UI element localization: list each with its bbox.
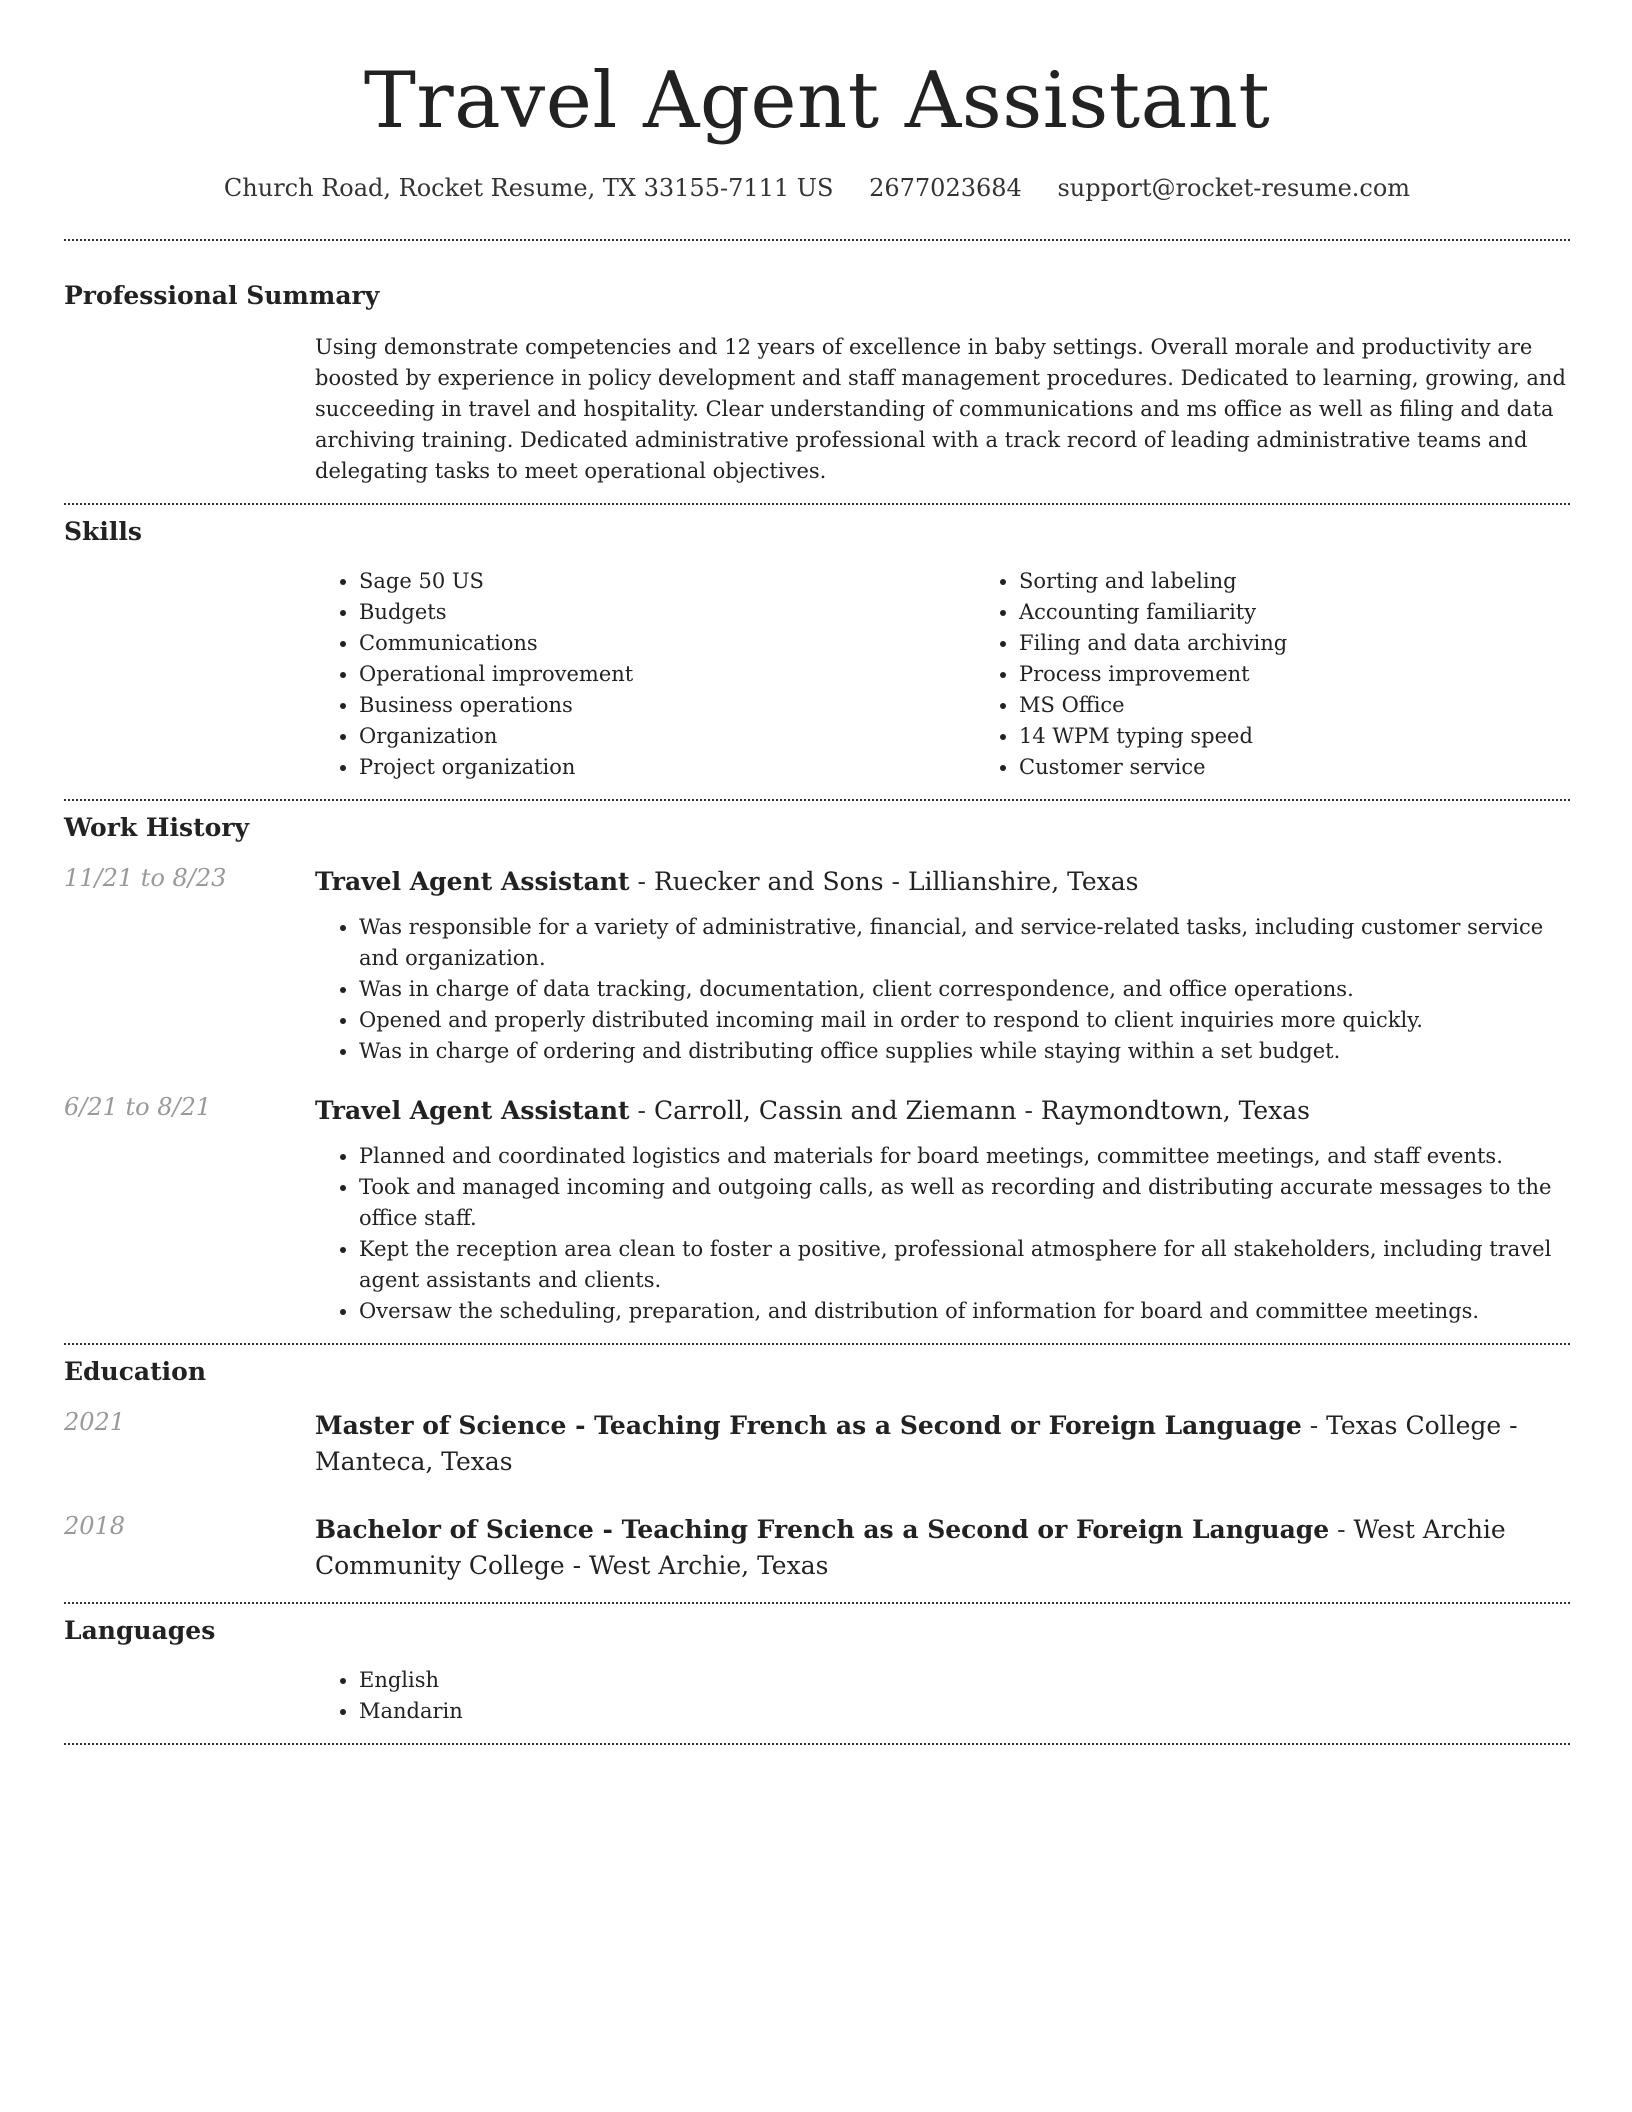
list-item: • Communications (359, 628, 975, 659)
skills-list-right (975, 566, 1632, 783)
education-year: 2018 (64, 1512, 126, 1540)
divider (64, 239, 1570, 241)
education-school: West Archie Community College - West Archie, Texas (315, 1515, 1506, 1580)
list-item: • Process improvement (1019, 659, 1632, 690)
languages-title: Languages (64, 1616, 216, 1645)
list-item: • Mandarin (359, 1696, 1570, 1727)
list-item: • Operational improvement (359, 659, 975, 690)
list-item: • Oversaw the scheduling, preparation, and distribution of information for board and committee meetings. (359, 1296, 1570, 1327)
divider (64, 1602, 1570, 1604)
job-bullets (315, 1141, 1570, 1327)
divider (64, 1743, 1570, 1745)
job-body (315, 1093, 1570, 1327)
contact-line (64, 174, 1570, 202)
job-date: 11/21 to 8/23 (64, 864, 227, 892)
list-item: • Was in charge of data tracking, documentation, client correspondence, and office operations. (359, 974, 1570, 1005)
skills-title: Skills (64, 517, 142, 546)
education-entry (64, 1512, 1570, 1584)
list-item: • Sorting and labeling (1019, 566, 1632, 597)
list-item: • Project organization (359, 752, 975, 783)
education-heading: Bachelor of Science - Teaching French as a Second or Foreign Language - West Archie Community College - West Archie, Texas (315, 1515, 1506, 1580)
skills-columns (315, 566, 1570, 783)
job-company: Ruecker and Sons (653, 867, 884, 896)
job-entry (64, 864, 1570, 1067)
education-school: Texas College - Manteca, Texas (315, 1411, 1518, 1476)
job-role: Travel Agent Assistant (315, 1096, 630, 1125)
contact-email: support@rocket-resume.com (1057, 174, 1411, 202)
resume-page (64, 0, 1570, 1745)
education-degree: Bachelor of Science - Teaching French as a Second or Foreign Language (315, 1515, 1330, 1544)
work-section (64, 813, 1570, 1327)
candidate-name: Travel Agent Assistant (363, 56, 1271, 146)
contact-phone: 2677023684 (869, 174, 1022, 202)
divider (64, 799, 1570, 801)
job-location: Lillianshire, Texas (907, 867, 1139, 896)
contact-address: Church Road, Rocket Resume, TX 33155-7111 US (223, 174, 834, 202)
job-entry (64, 1093, 1570, 1327)
education-year: 2021 (64, 1408, 126, 1436)
job-company: Carroll, Cassin and Ziemann (653, 1096, 1017, 1125)
education-title: Education (64, 1357, 207, 1386)
job-date: 6/21 to 8/21 (64, 1093, 212, 1121)
list-item: • Customer service (1019, 752, 1632, 783)
list-item: • Organization (359, 721, 975, 752)
divider (64, 1343, 1570, 1345)
job-heading: Travel Agent Assistant - Ruecker and Sons - Lillianshire, Texas (315, 867, 1139, 896)
job-heading: Travel Agent Assistant - Carroll, Cassin and Ziemann - Raymondtown, Texas (315, 1096, 1310, 1125)
job-role: Travel Agent Assistant (315, 867, 630, 896)
education-entry (64, 1408, 1570, 1480)
education-section (64, 1357, 1570, 1584)
list-item: • Accounting familiarity (1019, 597, 1632, 628)
languages-list (315, 1665, 1570, 1727)
job-bullets (315, 912, 1570, 1067)
list-item: • Took and managed incoming and outgoing calls, as well as recording and distributing accurate messages to the office staff. (359, 1172, 1570, 1234)
list-item: • Was in charge of ordering and distributing office supplies while staying within a set budget. (359, 1036, 1570, 1067)
list-item: • Sage 50 US (359, 566, 975, 597)
list-item: • English (359, 1665, 1570, 1696)
skills-list-left (315, 566, 975, 783)
list-item: • MS Office (1019, 690, 1632, 721)
summary-title: Professional Summary (64, 281, 380, 310)
job-location: Raymondtown, Texas (1040, 1096, 1310, 1125)
list-item: • Planned and coordinated logistics and materials for board meetings, committee meetings, and staff events. (359, 1141, 1570, 1172)
summary-text: Using demonstrate competencies and 12 years of excellence in baby settings. Overall morale and productivity are boosted by experience in policy development and staff management procedures. Dedicated to learning, growing, and succeeding in travel and hospitality. Clear understanding of communications and ms office as well as filing and data archiving training. Dedicated administrative professional with a track record of leading administrative teams and delegating tasks to meet operational objectives. (315, 335, 1566, 483)
languages-section (64, 1616, 1570, 1727)
list-item: • Kept the reception area clean to foster a positive, professional atmosphere for all stakeholders, including travel agent assistants and clients. (359, 1234, 1570, 1296)
list-item: • Budgets (359, 597, 975, 628)
skills-section (64, 517, 1570, 783)
list-item: • Business operations (359, 690, 975, 721)
list-item: • Opened and properly distributed incoming mail in order to respond to client inquiries more quickly. (359, 1005, 1570, 1036)
job-body (315, 864, 1570, 1067)
list-item: • 14 WPM typing speed (1019, 721, 1632, 752)
list-item: • Filing and data archiving (1019, 628, 1632, 659)
education-heading: Master of Science - Teaching French as a Second or Foreign Language - Texas College - Manteca, Texas (315, 1411, 1518, 1476)
summary-section (64, 281, 1570, 487)
work-title: Work History (64, 813, 250, 842)
education-degree: Master of Science - Teaching French as a Second or Foreign Language (315, 1411, 1302, 1440)
divider (64, 503, 1570, 505)
list-item: • Was responsible for a variety of administrative, financial, and service-related tasks, including customer service and organization. (359, 912, 1570, 974)
